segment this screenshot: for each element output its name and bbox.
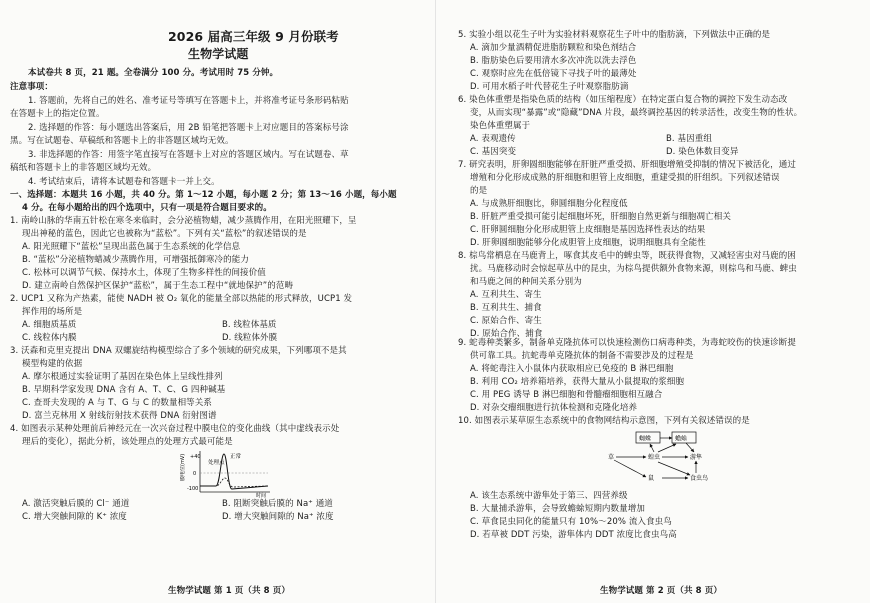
question-7-stem: 增殖和分化形成成熟的肝细胞和胆管上皮细胞，重建受损的肝组织。下列叙述错误: [470, 173, 780, 183]
option: D. 肝卵圆细胞能够分化成胆管上皮细胞，说明细胞具有全能性: [470, 238, 706, 248]
question-6-stem: 6. 染色体重塑是指染色质的结构（如压缩程度）在特定蛋白复合物的调控下发生动态改: [458, 95, 788, 105]
question-10-stem: 10. 如图表示某草原生态系统中的食物网结构示意图，下列有关叙述错误的是: [458, 416, 750, 426]
option: A. 将蛇毒注入小鼠体内获取相应已免疫的 B 淋巴细胞: [470, 364, 674, 374]
question-4-stem: 4. 如图表示某种处理前后神经元在一次兴奋过程中膜电位的变化曲线（其中虚线表示处: [10, 424, 340, 434]
option: C. 松林可以调节气候、保持水土，体现了生物多样性的间接价值: [22, 268, 266, 278]
exam-title: 2026 届高三年级 9 月份联考: [168, 29, 339, 44]
food-web-diagram: [606, 428, 756, 488]
option: B. 互利共生、捕食: [470, 303, 542, 313]
option: B. 利用 CO₂ 培养箱培养，获得大量从小鼠提取的浆细胞: [470, 377, 685, 387]
option: D. 原始合作、捕食: [470, 329, 543, 339]
option: C. 线粒体内膜: [22, 333, 77, 343]
notice-line: 4. 考试结束后，请将本试题卷和答题卡一并上交。: [28, 177, 220, 187]
option: D. 若草被 DDT 污染，游隼体内 DDT 浓度比食虫鸟高: [470, 530, 677, 540]
graph-y-label: 膜电位(mV): [180, 453, 186, 481]
question-2-stem: 挥作用的场所是: [22, 307, 83, 317]
arrow: [686, 443, 694, 452]
question-2-stem: 2. UCP1 又称为产热素，能使 NADH 被 O₂ 氧化的能量全部以热能的形式释放，UCP1 发: [10, 294, 353, 304]
notice-line: 2. 选择题的作答：每小题选出答案后，用 2B 铅笔把答题卡上对应题目的答案标号涂: [28, 123, 349, 133]
subject-title: 生物学试题: [188, 47, 249, 61]
arrow: [658, 444, 676, 452]
graph-treat-label: 处理点: [208, 460, 225, 466]
option: C. 基因突变: [470, 147, 517, 157]
option: B. 早期科学家发现 DNA 含有 A、T、C、G 四种碱基: [22, 385, 226, 395]
option: A. 摩尔根通过实验证明了基因在染色体上呈线性排列: [22, 372, 223, 382]
option: A. 滴加少量酒精促进脂肪颗粒和染色剂结合: [470, 43, 637, 53]
section-heading: 一、选择题：本题共 16 小题，共 40 分。第 1～12 小题，每小题 2 分；第 13～16 小题，每小题: [10, 190, 397, 200]
node-spider: 蜘蛛: [639, 435, 652, 443]
question-5-stem: 5. 实验小组以花生子叶为实验材料观察花生子叶中的脂肪滴，下列做法中正确的是: [458, 30, 771, 40]
option: C. 增大突触间隙的 K⁺ 浓度: [22, 512, 127, 522]
option: C. 原始合作、寄生: [470, 316, 542, 326]
option: C. 用 PEG 诱导 B 淋巴细胞和骨髓瘤细胞相互融合: [470, 390, 663, 400]
notice-line: 1. 答题前，先将自己的姓名、准考证号等填写在答题卡上，并将准考证号条形码粘贴: [28, 96, 349, 106]
notice-line: 3. 非选择题的作答：用签字笔直接写在答题卡上对应的答题区域内。写在试题卷、草: [28, 150, 349, 160]
node-grass: 草: [608, 454, 615, 461]
option: D. 增大突触间隙的 Na⁺ 浓度: [222, 512, 334, 522]
node-toad: 蟾蜍: [675, 435, 688, 443]
question-7-stem: 7. 研究表明，肝卵圆细胞能够在肝脏严重受损、肝细胞增殖受抑制的情况下被活化，通过: [458, 160, 796, 170]
node-falcon: 游隼: [690, 454, 703, 461]
graph-y-top: +40: [190, 454, 201, 460]
notice-line: 黑。写在试题卷、草稿纸和答题卡上的非答题区域均无效。: [10, 136, 234, 146]
option: A. 表观遗传: [470, 134, 516, 144]
notice-heading: 注意事项：: [10, 82, 54, 92]
node-bird: 食虫鸟: [690, 475, 709, 482]
option: D. 可用水稻子叶代替花生子叶观察脂肪滴: [470, 82, 629, 92]
option: D. 建立南岭自然保护区保护“蓝松”，属于生态工程中“就地保护”的范畴: [22, 281, 294, 291]
question-1-stem: 1. 南岭山脉的华南五针松在寒冬来临时，会分泌植物蜡，减少蒸腾作用，在阳光照耀下，呈: [10, 216, 357, 226]
node-mouse: 鼠: [648, 475, 655, 482]
question-3-stem: 3. 沃森和克里克提出 DNA 双螺旋结构模型综合了多个领域的研究成果，下列哪项不是其: [10, 346, 347, 356]
option: A. 该生态系统中游隼处于第三、四营养级: [470, 491, 628, 501]
option: B. 基因重组: [666, 134, 712, 144]
question-1-stem: 现出神秘的蓝色，因此它也被称为“蓝松”。下列有关“蓝松”的叙述错误的是: [22, 229, 307, 239]
question-9-stem: 供可靠工具。抗蛇毒单克隆抗体的制备不需要涉及的过程是: [470, 351, 694, 361]
page-footer: 生物学试题 第 1 页（共 8 页）: [168, 586, 290, 596]
option: D. 富兰克林用 X 射线衍射技术获得 DNA 衍射图谱: [22, 411, 217, 421]
question-6-stem: 染色体重塑属于: [470, 121, 531, 131]
question-8-stem: 扰。马鹿移动时会惊起草丛中的昆虫，为棕鸟提供额外食物来源，则棕鸟和马鹿、蜱虫: [470, 264, 797, 274]
membrane-potential-graph: [180, 448, 280, 498]
option: A. 阳光照耀下“蓝松”呈现出蓝色属于生态系统的化学信息: [22, 242, 241, 252]
option: C. 查哥夫发现的 A 与 T、G 与 C 的数量相等关系: [22, 398, 212, 408]
graph-y-zero: 0: [193, 471, 197, 477]
question-4-stem: 理后的变化），据此分析，该处理点的处理方式最可能是: [22, 437, 233, 447]
option: A. 与成熟肝细胞比，卵圆细胞分化程度低: [470, 199, 628, 209]
arrow: [650, 444, 654, 452]
question-9-stem: 9. 蛇毒种类繁多，制备单克隆抗体可以快速检测伤口病毒种类，为毒蛇咬伤的快速诊断提: [458, 338, 796, 348]
graph-y-bottom: -100: [187, 486, 199, 492]
option: B. 阻断突触后膜的 Na⁺ 通道: [222, 499, 333, 509]
option: A. 细胞质基质: [22, 320, 77, 330]
page-footer: 生物学试题 第 2 页（共 8 页）: [600, 586, 722, 596]
option: B. 线粒体基质: [222, 320, 277, 330]
graph-x-label: 时间: [256, 493, 267, 498]
option: C. 草食昆虫同化的能量只有 10%～20% 流入食虫鸟: [470, 517, 672, 527]
question-8-stem: 8. 棕鸟常栖息在马鹿背上，啄食其皮毛中的蜱虫等，既获得食物，又减轻害虫对马鹿的困: [458, 251, 796, 261]
option: A. 互利共生、寄生: [470, 290, 542, 300]
option: D. 线粒体外膜: [222, 333, 278, 343]
option: C. 肝卵圆细胞分化形成胆管上皮细胞是基因选择性表达的结果: [470, 225, 706, 235]
question-8-stem: 和马鹿之间的种间关系分别为: [470, 277, 582, 287]
node-locust: 蝗虫: [648, 454, 661, 461]
arrow: [614, 460, 646, 477]
option: B. 大量捕杀游隼，会导致蟾蜍短期内数量增加: [470, 504, 645, 514]
question-7-stem: 的是: [470, 186, 488, 196]
question-3-stem: 模型构建的依据: [22, 359, 83, 369]
option: B. 肝脏严重受损可能引起细胞坏死，肝细胞自然更新与细胞凋亡相关: [470, 212, 731, 222]
notice-line: 在答题卡上的指定位置。: [10, 109, 105, 119]
section-heading: 4 分。在每小题给出的四个选项中，只有一项是符合题目要求的。: [22, 203, 272, 213]
arrow: [658, 462, 690, 475]
graph-normal-label: 正常: [230, 454, 242, 460]
question-6-stem: 变，从而实现“暴露”或“隐藏”DNA 片段，最终调控基因的转录活性，改变生物的性状。: [470, 108, 803, 118]
notice-line: 稿纸和答题卡上的非答题区域均无效。: [10, 163, 157, 173]
exam-info: 本试卷共 8 页，21 题。全卷满分 100 分。考试用时 75 分钟。: [28, 68, 279, 78]
option: B. 脂肪染色后要用清水多次冲洗以洗去浮色: [470, 56, 637, 66]
option: A. 激活突触后膜的 Cl⁻ 通道: [22, 499, 130, 509]
option: C. 观察时应先在低倍镜下寻找子叶的最薄处: [470, 69, 637, 79]
page-2: [436, 0, 870, 603]
option: D. 对杂交瘤细胞进行抗体检测和克隆化培养: [470, 403, 638, 413]
option: D. 染色体数目变异: [666, 147, 739, 157]
option: B. “蓝松”分泌植物蜡减少蒸腾作用，可增强抵御寒冷的能力: [22, 255, 249, 265]
